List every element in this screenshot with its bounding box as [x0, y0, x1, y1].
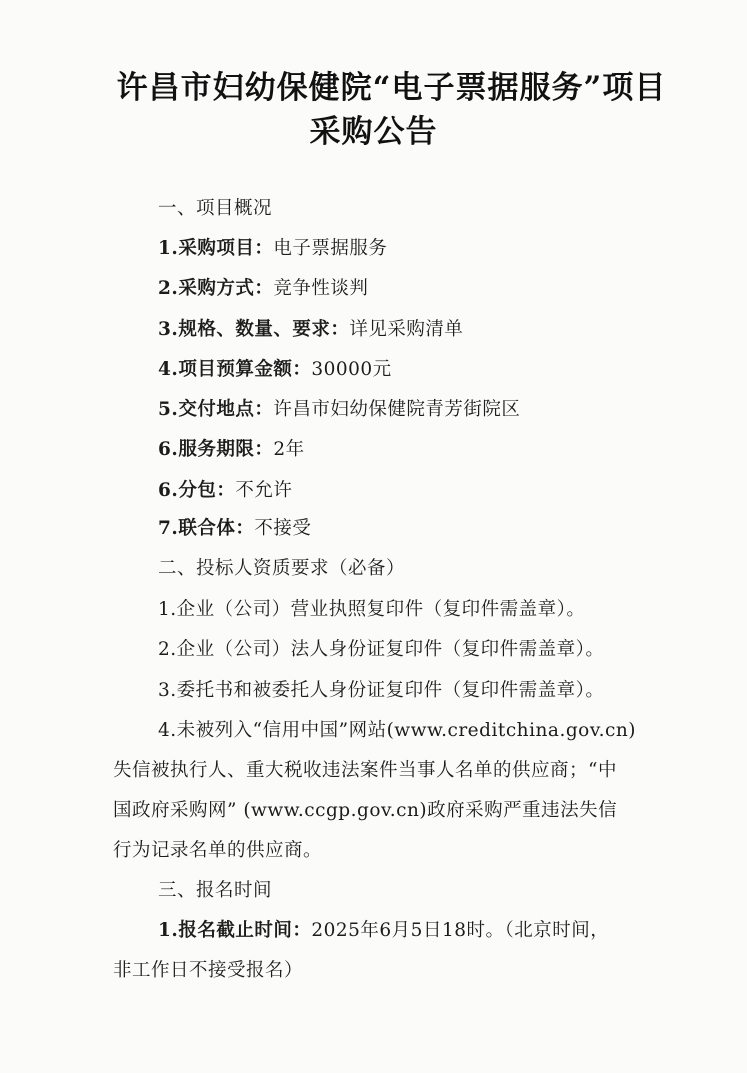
registration-deadline-line2: 非工作日不接受报名） [113, 960, 304, 981]
item-value: 竞争性谈判 [273, 278, 369, 299]
qualification-item: 2.企业（公司）法人身份证复印件（复印件需盖章）。 [158, 639, 605, 660]
overview-item [158, 435, 305, 461]
item-label: 5.交付地点： [158, 399, 274, 420]
item-value: 电子票据服务 [273, 238, 388, 259]
item-label: 7.联合体： [158, 518, 255, 539]
item-label: 2.采购方式： [158, 278, 274, 299]
qualification-item: 3.委托书和被委托人身份证复印件（复印件需盖章）。 [158, 680, 605, 701]
overview-item [158, 355, 392, 381]
qualification-item-4-line3: 国政府采购网” (www.ccgp.gov.cn)政府采购严重违法失信 [113, 800, 618, 821]
overview-item [158, 514, 311, 540]
item-value: 详见采购清单 [349, 319, 464, 340]
document-title-line1: 许昌市妇幼保健院“电子票据服务”项目 [116, 70, 667, 106]
item-label: 6.分包： [158, 480, 236, 501]
overview-item [158, 315, 463, 341]
overview-item [158, 234, 387, 260]
qualification-item: 1.企业（公司）营业执照复印件（复印件需盖章）。 [158, 599, 586, 620]
item-label: 1.采购项目： [158, 238, 274, 259]
item-value: 2025年6月5日18时。（北京时间， [311, 920, 610, 941]
item-label: 4.项目预算金额： [158, 359, 312, 380]
overview-item [158, 476, 292, 502]
overview-item [158, 395, 520, 421]
registration-deadline [158, 916, 609, 942]
section-heading-qualifications: 二、投标人资质要求（必备） [158, 558, 406, 579]
item-label: 6.服务期限： [158, 439, 274, 460]
item-label: 1.报名截止时间： [158, 920, 312, 941]
section-heading-overview: 一、项目概况 [158, 198, 273, 219]
overview-item [158, 274, 368, 300]
document-title-line2: 采购公告 [309, 114, 438, 150]
item-value: 许昌市妇幼保健院青芳街院区 [273, 399, 521, 420]
qualification-item-4-line1: 4.未被列入“信用中国”网站(www.creditchina.gov.cn) [158, 720, 636, 741]
item-value: 30000元 [311, 359, 392, 380]
item-value: 不允许 [235, 480, 293, 501]
item-value: 不接受 [254, 518, 312, 539]
qualification-item-4-line4: 行为记录名单的供应商。 [113, 840, 323, 861]
section-heading-registration: 三、报名时间 [158, 880, 273, 901]
item-label: 3.规格、数量、要求： [158, 319, 350, 340]
qualification-item-4-line2: 失信被执行人、重大税收违法案件当事人名单的供应商；“中 [113, 760, 617, 781]
item-value: 2年 [273, 439, 305, 460]
